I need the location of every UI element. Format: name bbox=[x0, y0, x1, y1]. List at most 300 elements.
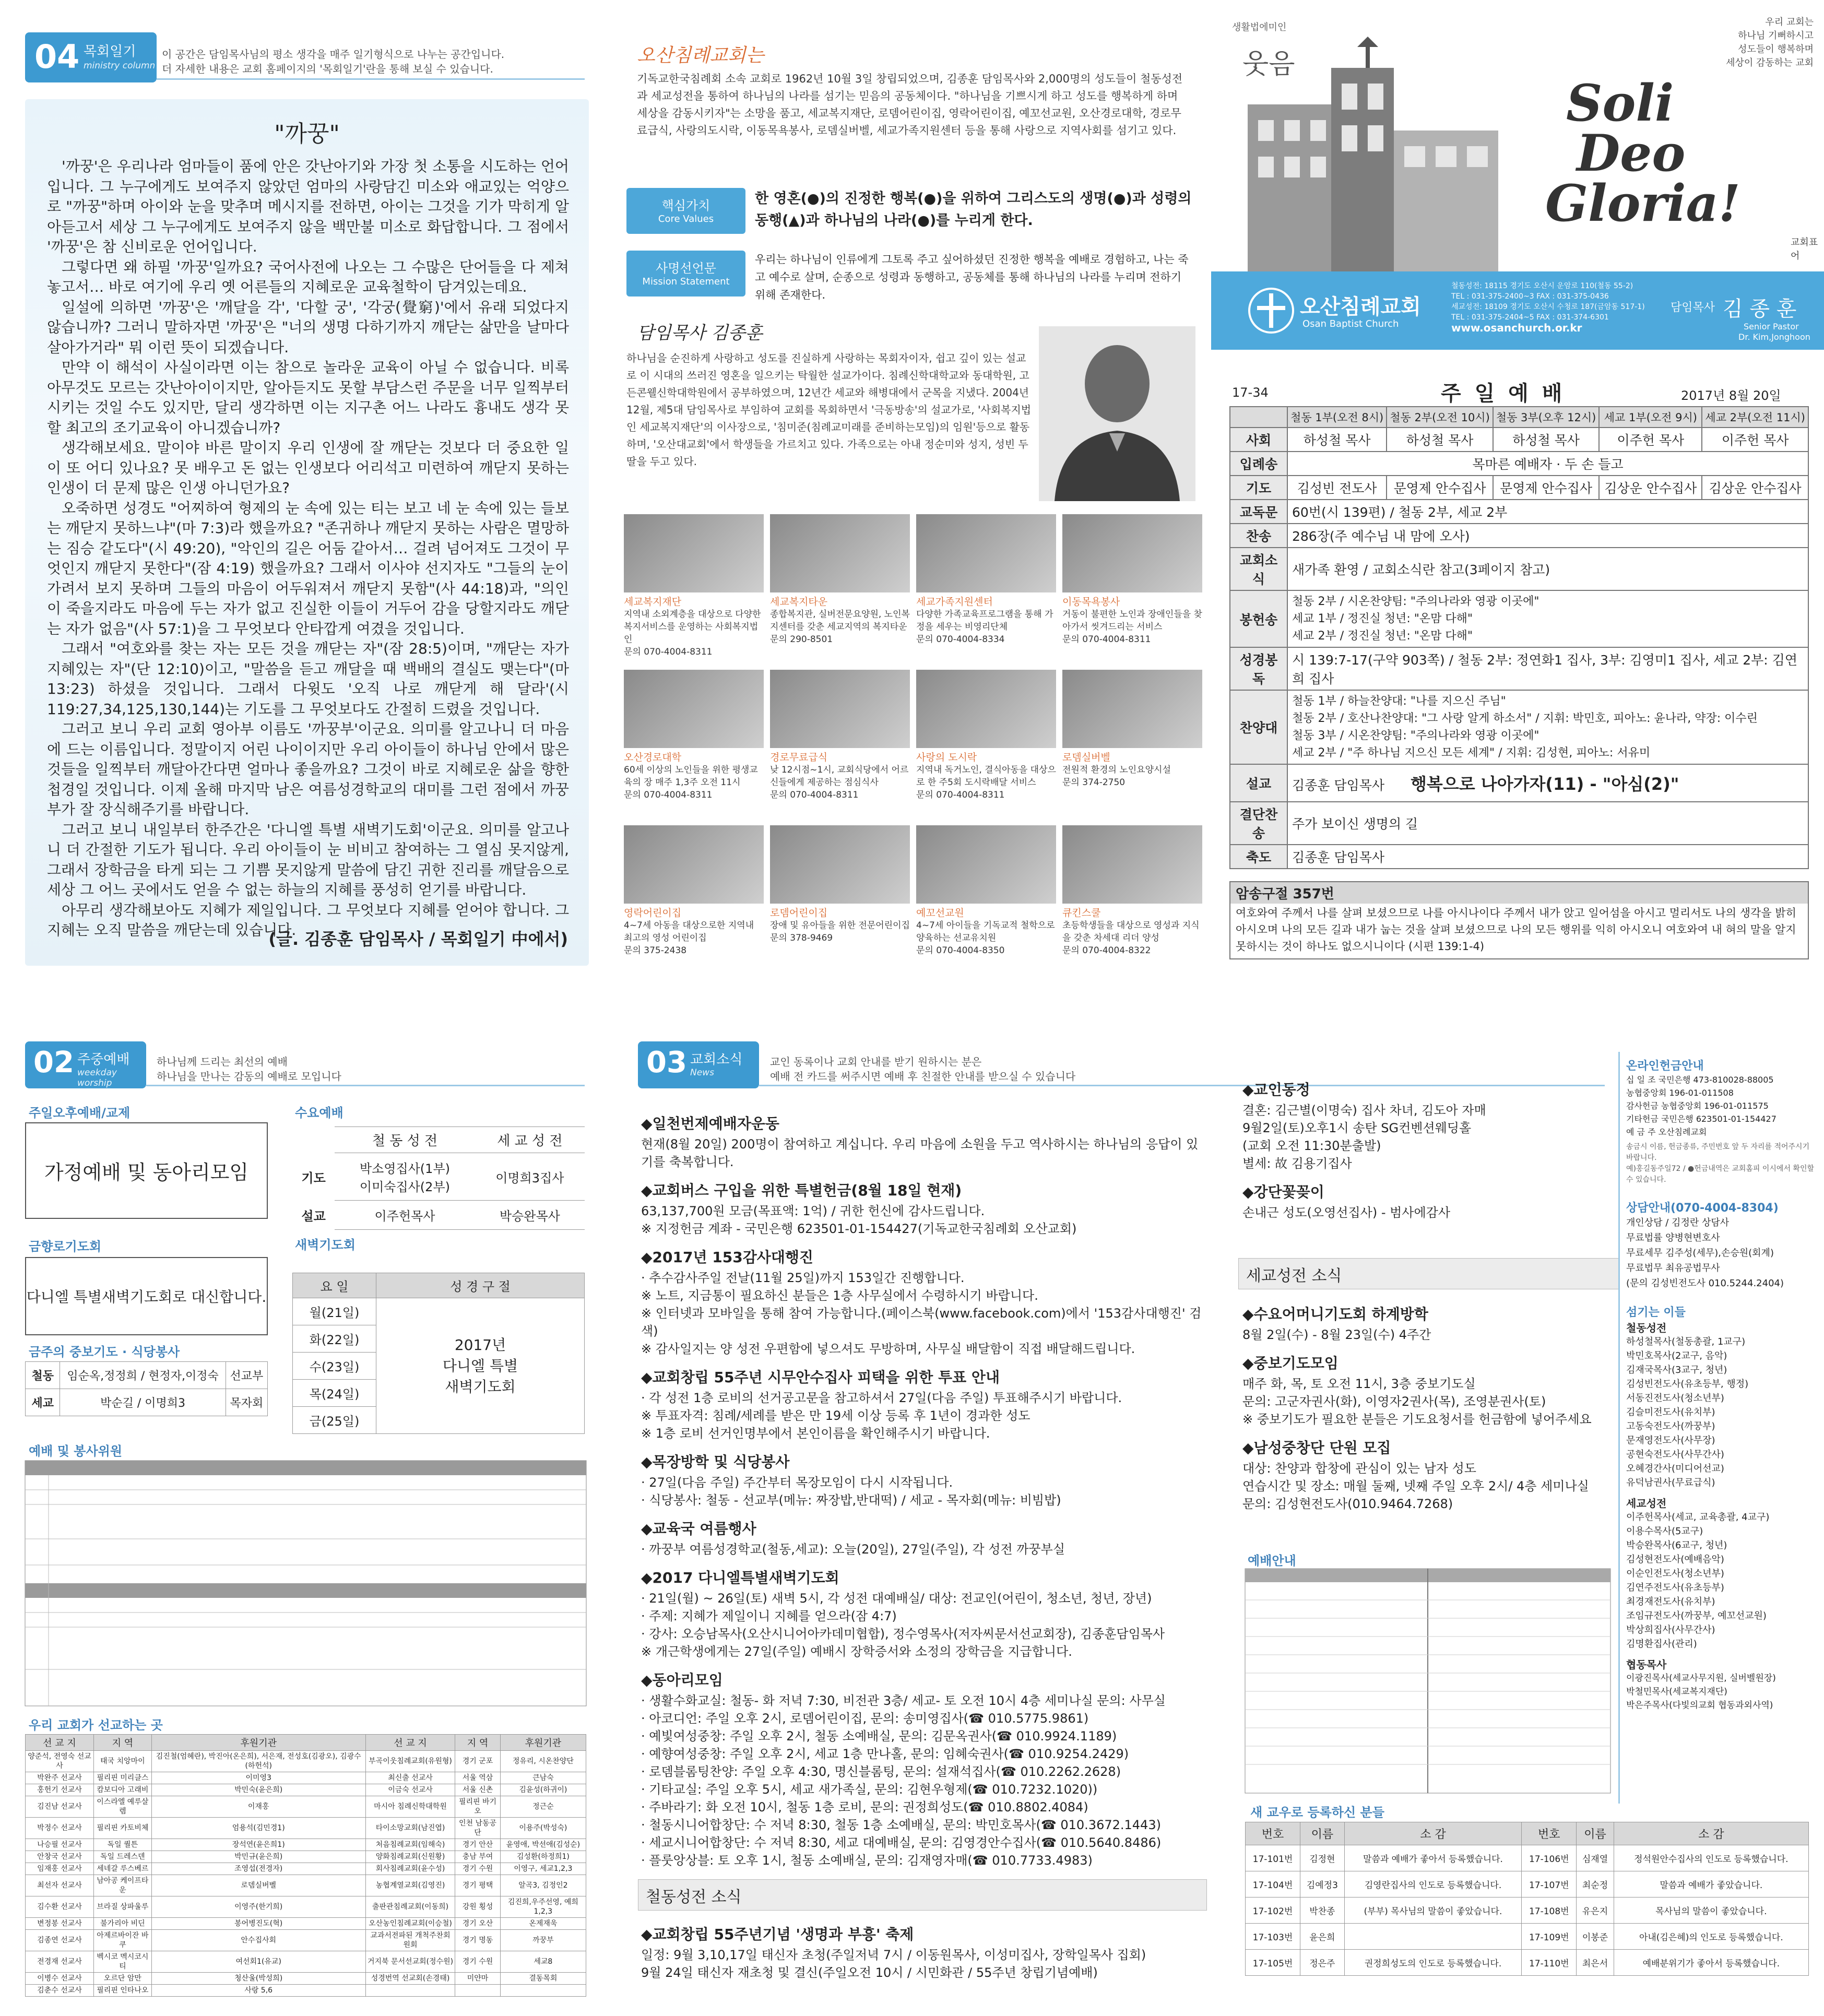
prayer-role: 선교부 bbox=[226, 1362, 267, 1389]
ministry-desc: 4~7세 아이들을 기독교적 철학으로 양육하는 선교유치원 bbox=[916, 920, 1055, 943]
ministry-card[interactable] bbox=[916, 514, 1056, 666]
p4-signature: (글. 김종훈 담임목사 / 목회일기 中에서) bbox=[268, 929, 568, 949]
worship-col-header: 철동 1부(오전 8시) bbox=[1287, 407, 1387, 428]
ministry-photo bbox=[624, 825, 764, 904]
worship-row bbox=[1230, 524, 1808, 548]
cover-motto-label: 교회표어 bbox=[1791, 237, 1818, 262]
ministry-tel: 문의 070-4004-8311 bbox=[1062, 634, 1151, 645]
mission-cell: 양화침례교회(신원황) bbox=[365, 1851, 455, 1863]
mission-cell: 경기 안산 bbox=[455, 1839, 500, 1851]
ministry-card[interactable] bbox=[1062, 825, 1202, 977]
news-text: 현재(8월 20일) 200명이 참여하고 계십니다. 우리 마음에 소원을 두고 역사하시는 하나님의 응답이 있기를 축복합니다. bbox=[641, 1137, 1199, 1169]
news-text: · 21일(월) ~ 26일(토) 새벽 5시, 각 성전 대예배실/ 대상: 전교인(어린이, 청소년, 청년, 장년) · 주제: 지혜가 제일이니 지혜를 얻으라(잠 4:7) · 강사: 오승남목사(오산시니어아카데미협합), 정수영목사(저자씨문서선교회장), 김종훈담임목사 ※ 개근학생에게는 27일(주일) 예배시 장학증서와 소정의 장학금을 지급합니다. bbox=[641, 1591, 1165, 1659]
church-address-block bbox=[1451, 281, 1645, 333]
newfam-cell: 정은주 bbox=[1300, 1950, 1345, 1976]
worship-row-label: 결단찬송 bbox=[1230, 802, 1287, 845]
worship-header-empty bbox=[1230, 407, 1287, 428]
pastor-photo bbox=[1039, 326, 1195, 501]
mission-cell: 이재홍 bbox=[151, 1796, 365, 1818]
p3-newfam-wrap bbox=[1245, 1822, 1809, 1994]
core-values-text: 한 영혼(●)의 진정한 행복(●)을 위하여 그리스도의 생명(●)과 성령의 동행(▲)과 하나님의 나라(●)를 누리게 한다. bbox=[755, 191, 1192, 229]
news-heading: ◆2017년 153감사대행진 bbox=[641, 1249, 813, 1266]
newfam-cell: 17-102번 bbox=[1246, 1898, 1300, 1924]
mission-cell: 인천 남동공단 bbox=[455, 1818, 500, 1839]
mission-cell: 나승필 선교사 bbox=[26, 1839, 94, 1851]
mission-cell: 임재홍 선교사 bbox=[26, 1863, 94, 1875]
worship-row bbox=[1230, 845, 1808, 869]
sidebar-offering-title: 온라인헌금안내 bbox=[1626, 1060, 1704, 1073]
ministry-card[interactable] bbox=[770, 514, 910, 666]
cover-logo-word: 웃음 bbox=[1242, 49, 1295, 80]
newfam-cell: 박찬종 bbox=[1300, 1898, 1345, 1924]
p3-sidebar bbox=[1618, 1052, 1814, 1804]
p3-festival-text: 일정: 9월 3,10,17일 태신자 초청(주일저녁 7시 / 이동원목사, 이성미집사, 장학일목사 집회) 9월 24일 태신자 재초청 및 결신(주일오전 10시 / 시민화관 / 55주년 창립기념예배) bbox=[641, 1948, 1146, 1980]
news-heading: ◆수요어머니기도회 하계방학 bbox=[1242, 1306, 1428, 1323]
mission-cell: 김성환(하정희1) bbox=[500, 1851, 586, 1863]
prayer-site: 철동 bbox=[26, 1362, 60, 1389]
wed-row bbox=[292, 1201, 585, 1230]
p2-dawn-table bbox=[292, 1273, 585, 1434]
ministry-caption bbox=[1062, 907, 1202, 957]
sidebar-list-item: 박상희집사(사무간사) bbox=[1626, 1624, 1715, 1635]
mission-cell: 경기 평택 bbox=[455, 1875, 500, 1896]
sidebar-list-item: 개인상담 / 김정란 상담사 bbox=[1626, 1217, 1730, 1228]
p4-paragraph: 그러고 보니 우리 교회 영아부 이름도 '까꿍부'이군요. 의미를 알고나니 더 마음에 드는 이름입니다. 정말이지 어린 나이이지만 우리 아이들이 하나님 안에서 많은 것들을 일찍부터 깨달아간다면 얼마나 좋을까요? 그것이 바로 지혜로운 삶을 향한 첩경일 것입니다. 이제 올해 마지막 남은 여름성경학교의 대미를 그런 점에서 까꿍부가 잘 장식해주기를 바랍니다. bbox=[47, 720, 569, 818]
mission-cell: 남아공 케이프타운 bbox=[93, 1875, 151, 1896]
mission-cell: 김진남 선교사 bbox=[26, 1796, 94, 1818]
newfam-row bbox=[1246, 1898, 1809, 1924]
newfam-cell: 최순정 bbox=[1577, 1871, 1614, 1898]
worship-span-cell: 286장(주 예수님 내 맘에 오사) bbox=[1287, 524, 1808, 548]
newfam-col-header: 번호 bbox=[1522, 1822, 1577, 1845]
worship-row-label: 입례송 bbox=[1230, 452, 1287, 476]
worship-cell: 문영제 안수집사 bbox=[1387, 476, 1493, 500]
ministry-card[interactable] bbox=[770, 825, 910, 977]
mission-cell: 여선회1(유교) bbox=[151, 1951, 365, 1973]
mission-cell: 양준석, 전영숙 선교사 bbox=[26, 1751, 94, 1772]
p3-chuldong-box bbox=[638, 1879, 1207, 1911]
ministry-name: 경로무료급식 bbox=[770, 752, 828, 763]
sidebar-staff-segyo-title: 세교성전 bbox=[1626, 1497, 1667, 1510]
mission-col-header: 선 교 지 bbox=[365, 1735, 455, 1751]
wed-cell-chuldong: 이주헌목사 bbox=[335, 1201, 475, 1230]
mission-cell: 서울 신촌 bbox=[455, 1784, 500, 1796]
worship-cell: 김성빈 전도사 bbox=[1287, 476, 1387, 500]
sidebar-list-item: 서동진전도사(청소년부) bbox=[1626, 1393, 1724, 1404]
cover-panel bbox=[1211, 0, 1824, 350]
ministry-tel: 문의 374-2750 bbox=[1062, 777, 1126, 788]
news-heading: ◆남성중창단 단원 모집 bbox=[1242, 1439, 1391, 1456]
news-heading: ◆동아리모임 bbox=[641, 1671, 723, 1689]
ministry-name: 영락어린이집 bbox=[624, 907, 682, 919]
pastor-bio: 하나님을 순진하게 사랑하고 성도를 진실하게 사랑하는 목회자이자, 쉽고 깊이 있는 설교로 이 시대의 쓰러진 영혼을 일으키는 탁월한 설교가이다. 침례신학대학교와 동대학원, 고든콘웰신학대학원에서 공부하였으며, 12년간 세교와 해병대에서 군목을 지냈다. 2004년 12월, 제5대 담임목사로 부임하여 교회를 목회하면서 '극동방송'의 설교가로, '사회복지법인 세교복지재단'의 이사장으로, '침미준(침례교미래를 준비하는모임)의 임원'등으로 활동하며, '오산대교회'에서 학생들을 가르치고 있다. 가족으로는 아내 정순미와 성지, 성빈 두 딸을 두고 있다. bbox=[626, 352, 1032, 468]
worship-line: 철동 1부 / 하늘찬양대: "나를 지으신 주님" bbox=[1292, 695, 1506, 708]
ministry-photo bbox=[770, 825, 910, 904]
wed-cell-chuldong: 박소영집사(1부) 이미숙집사(2부) bbox=[335, 1153, 475, 1201]
p3-chuldong-news bbox=[641, 1915, 1205, 2009]
worship-span-cell: 새가족 환영 / 교회소식란 참고(3페이지 참고) bbox=[1287, 548, 1808, 590]
mission-cell: 필리핀 미리클스 bbox=[93, 1772, 151, 1784]
newfam-row bbox=[1246, 1871, 1809, 1898]
mission-cell: 부곡이웃침례교회(유원형) bbox=[365, 1751, 455, 1772]
mission-cell: 강원 횡성 bbox=[455, 1896, 500, 1918]
mission-col-header: 선 교 지 bbox=[26, 1735, 94, 1751]
mission-cell: 박정수 선교사 bbox=[26, 1818, 94, 1839]
worship-row-label: 설교 bbox=[1230, 764, 1287, 802]
p4-paragraph: 만약 이 해석이 사실이라면 이는 참으로 놀라운 교육이 아닐 수 없습니다. 비록 아무것도 모르는 갓난아이이지만, 알아듣지도 못할 부담스런 주문을 너무 일찍부터 시키는 것일 수도 있지만, 달리 생각하면 이는 지구촌 어느 나라도 흉내도 생각 못할 최고의 조기교육이 아니겠습니까? bbox=[47, 359, 569, 436]
worship-row bbox=[1230, 476, 1808, 500]
worship-span-cell: 60번(시 139편) / 철동 2부, 세교 2부 bbox=[1287, 500, 1808, 524]
newfam-row bbox=[1246, 1924, 1809, 1950]
p2-sunday-afternoon-text: 가정예배 및 동아리모임 bbox=[44, 1161, 249, 1184]
mission-cell: 출판관침례교회(이동희) bbox=[365, 1896, 455, 1918]
sermon-title: 행복으로 나아가자(11) - "아심(2)" bbox=[1411, 774, 1679, 794]
prayer-row bbox=[26, 1389, 268, 1416]
mission-col-header: 후원기관 bbox=[151, 1735, 365, 1751]
mission-row bbox=[26, 1784, 586, 1796]
worship-table-wrap bbox=[1229, 406, 1809, 876]
sidebar-list-item: 김명환집사(관리) bbox=[1626, 1639, 1697, 1650]
worship-span-cell: 김종훈 담임목사 bbox=[1287, 845, 1808, 869]
worship-row-label: 축도 bbox=[1230, 845, 1287, 869]
ministry-photo bbox=[770, 670, 910, 748]
worship-row-label: 기도 bbox=[1230, 476, 1287, 500]
cover-pastor-label: 담임목사 bbox=[1671, 301, 1715, 314]
p2-mission-wrap bbox=[25, 1734, 586, 2006]
newfam-cell: 김예정3 bbox=[1300, 1871, 1345, 1898]
mission-cell: 경기 수원 bbox=[455, 1863, 500, 1875]
p3-festival-heading: ◆교회창립 55주년기념 '생명과 부흥' 축제 bbox=[641, 1926, 914, 1943]
memory-verse-text: 여호와여 주께서 나를 살펴 보셨으므로 나를 아시나이다 주께서 내가 앉고 일어섬을 아시고 멀리서도 나의 생각을 밝히 아시오며 나의 모든 길과 내가 눕는 것을 살펴 보셨으므로 나의 모든 행위를 익히 아시오니 여호와여 내 혀의 말을 알지 못하시는 것이 하나도 없으시니이다 (시편 139:1-4) bbox=[1236, 907, 1796, 953]
p2-prayer-title: 금주의 중보기도 · 식당봉사 bbox=[29, 1345, 180, 1359]
ministry-card[interactable] bbox=[1062, 670, 1202, 821]
mission-cell: 아제르바이잔 바쿠 bbox=[93, 1930, 151, 1951]
newfam-cell: 김영란집사의 인도로 등록했습니다. bbox=[1344, 1871, 1522, 1898]
p2-mission-table bbox=[25, 1734, 586, 1997]
dawn-header-row bbox=[293, 1273, 585, 1298]
news-text: 대상: 찬양과 합창에 관심이 있는 남자 성도 연습시간 및 장소: 매월 둘째, 넷째 주일 오후 2시/ 4층 세미나실 문의: 김성현전도사(010.9464.7268) bbox=[1242, 1461, 1589, 1511]
p4-paragraph: 그래서 "여호와를 찾는 자는 모든 것을 깨닫는 자"(잠 28:5)이며, "깨닫는 자가 지혜있는 자"(단 12:10)이고, "말씀을 듣고 깨달을 때 백배의 결실도 맺는다"(마 13:23) 하셨을 것입니다. 그래서 다윗도 '오직 나로 깨닫게 해 달라'(시 119:27,34,125,130,144)는 기도를 그 무엇보다도 간절히 드렸을 것입니다. bbox=[47, 640, 569, 718]
p4-article-title: "까꿍" bbox=[274, 121, 340, 147]
p2-wednesday-table bbox=[292, 1126, 585, 1230]
ministry-caption bbox=[770, 907, 910, 944]
mission-cell bbox=[455, 1985, 500, 1997]
newfam-col-header: 소 감 bbox=[1344, 1822, 1522, 1845]
p4-paragraph: '까꿍'은 우리나라 엄마들이 품에 안은 갓난아기와 가장 첫 소통을 시도하는 언어입니다. 그 누구에게도 보여주지 않았던 엄마의 사랑담긴 미소와 애교있는 억양으로 "까꿍"하며 아이와 눈을 맞추며 메시지를 전하면, 아이는 그것을 기가 막히게 알아듣고서 세상 그 누구에게도 보여주지 않을 백만불 미소로 화답합니다. 그 점에서 '까꿍'은 참 신비로운 언어입니다. bbox=[47, 158, 569, 255]
dawn-day: 금(25일) bbox=[293, 1407, 376, 1434]
ministry-name: 로뎀실버벨 bbox=[1062, 752, 1110, 763]
church-name-en: Osan Baptist Church bbox=[1302, 318, 1399, 329]
p4-header-badge bbox=[25, 32, 157, 82]
mission-cell: 필리핀 카토비체 bbox=[93, 1818, 151, 1839]
p4-paragraph: 그렇다면 왜 하필 '까꿍'일까요? 국어사전에 나오는 그 수많은 단어들을 다 제쳐놓고서… 바로 여기에 우리 옛 어른들의 지혜로운 교육철학이 담겨있는데요. bbox=[47, 258, 569, 295]
ministry-card[interactable] bbox=[1062, 514, 1202, 666]
wed-col-header: 철 동 성 전 bbox=[335, 1127, 475, 1153]
p2-incense-title: 금향로기도회 bbox=[29, 1239, 102, 1254]
p4-paragraph: 일설에 의하면 '까꿍'은 '깨달을 각', '다할 궁', '각궁(覺窮)'에서 유래 되었다지 않습니까? 그러니 말하자면 '까꿍'은 "너의 생명 다하기까지 깨닫는 삶만을 날마다 살아가거라" 뭐 이런 뜻이 되겠습니다. bbox=[47, 298, 569, 356]
worship-row bbox=[1230, 548, 1808, 590]
cover-tagline-2: 하나님 기뻐하시고 bbox=[1738, 30, 1814, 41]
mission-cell: 필리핀 바기오 bbox=[455, 1796, 500, 1818]
worship-row-label: 봉헌송 bbox=[1230, 590, 1287, 647]
newfam-col-header: 이름 bbox=[1577, 1822, 1614, 1845]
ministry-tel: 문의 375-2438 bbox=[624, 945, 687, 956]
newfam-cell: 권정희성도의 인도로 등록했습니다. bbox=[1344, 1950, 1522, 1976]
mission-row bbox=[26, 1818, 586, 1839]
p2-section-subtitle: weekday worship bbox=[77, 1068, 117, 1088]
ministry-desc: 다양한 가족교육프로그램을 통해 가정을 세우는 비영리단체 bbox=[916, 609, 1053, 632]
mission-cell: 온제재욱 bbox=[500, 1918, 586, 1930]
ministry-card[interactable] bbox=[916, 670, 1056, 821]
ministry-photo bbox=[916, 825, 1056, 904]
p2-header-rule bbox=[146, 1085, 585, 1086]
mission-cell: 타이소망교회(남진엽) bbox=[365, 1818, 455, 1839]
mission-row bbox=[26, 1772, 586, 1784]
sidebar-offering-list bbox=[1626, 1073, 1814, 1139]
p2-section-title: 주중예배 bbox=[77, 1052, 130, 1068]
worship-header-row bbox=[1230, 407, 1808, 428]
mission-cell: 이스라엘 예루살렘 bbox=[93, 1796, 151, 1818]
p4-article-body bbox=[47, 157, 569, 941]
cover-building-illustration bbox=[1227, 37, 1519, 282]
sidebar-list-item: 이주헌목사(세교, 교육총괄, 4교구) bbox=[1626, 1512, 1770, 1523]
mission-cell: 이미영3 bbox=[151, 1772, 365, 1784]
p2-wednesday-wrap bbox=[292, 1126, 585, 1226]
sidebar-list-item: 박철민목사(세교복지재단) bbox=[1626, 1687, 1727, 1697]
pastor-portrait-icon bbox=[1039, 326, 1195, 501]
mission-cell: 교과서전파된 개척주찬회원회 bbox=[365, 1930, 455, 1951]
church-website-link[interactable]: www.osanchurch.or.kr bbox=[1451, 322, 1582, 334]
mission-label bbox=[626, 251, 745, 297]
sidebar-staff-title: 섬기는 이들 bbox=[1626, 1306, 1686, 1319]
worship-line: 세교 2부 / "주 하나님 지으신 모든 세계" / 지휘: 김성현, 피아노: 서유미 bbox=[1292, 746, 1651, 760]
ministry-tel: 문의 070-4004-8334 bbox=[916, 634, 1005, 645]
newfam-header-row bbox=[1246, 1822, 1809, 1845]
sidebar-staff-chuldong-title: 철동성전 bbox=[1626, 1322, 1667, 1334]
sidebar-list-item: 공현숙전도사(사무간사) bbox=[1626, 1449, 1724, 1460]
news-text: · 27일(다음 주일) 주간부터 목장모임이 다시 시작됩니다. · 식당봉사: 철동 - 선교부(메뉴: 짜장밥,반대떡) / 세교 - 목자회(메뉴: 비빔밥) bbox=[641, 1475, 1061, 1508]
mission-cell: 경기 군포 bbox=[455, 1751, 500, 1772]
newfam-row bbox=[1246, 1950, 1809, 1976]
sidebar-list-item: 유덕남권사(무료급식) bbox=[1626, 1477, 1715, 1488]
p2-volunteers-table-illustration bbox=[25, 1461, 586, 1706]
ministry-tel: 문의 070-4004-8350 bbox=[916, 945, 1005, 956]
ministry-photo bbox=[624, 670, 764, 748]
sidebar-coop-list bbox=[1626, 1671, 1814, 1712]
wed-header-empty bbox=[292, 1127, 335, 1153]
prayer-names: 박순길 / 이명희3 bbox=[60, 1389, 226, 1416]
intro-text: 기독교한국침례회 소속 교회로 1962년 10월 3일 창립되었으며, 김종훈 담임목사와 2,000명의 성도들이 철동성전과 세교성전을 통하여 하나님의 나라를 섬기는 믿음의 공동체이다. "하나님을 기쁘시게 하고 성도를 행복하게 하며 세상을 감동시키자"는 소망을 품고, 세교복지재단, 로뎀어린이집, 영락어린이집, 예꼬선교원, 오산경로대학, 경로무료급식, 사랑의도시락, 이동목욕봉사, 로뎀실버벨, 세교가족지원센터 등을 통해 사랑으로 지역사회를 섬기고 있다. bbox=[637, 73, 1183, 137]
ministry-card[interactable] bbox=[624, 825, 764, 977]
church-addr-2: 세교성전: 18109 경기도 오산시 수청로 187(금암동 517-1) bbox=[1451, 303, 1645, 311]
news-text: · 까꿍부 여름성경학교(철동,세교): 오늘(20일), 27일(주일), 각 성전 까꿍부실 bbox=[641, 1542, 1065, 1557]
ministry-tel: 문의 070-4004-8311 bbox=[624, 790, 713, 800]
newfam-col-header: 이름 bbox=[1300, 1822, 1345, 1845]
p2-mission-title: 우리 교회가 선교하는 곳 bbox=[29, 1718, 163, 1733]
mission-cell: 독일 드레스덴 bbox=[93, 1851, 151, 1863]
mission-cell: 경기 명동 bbox=[455, 1930, 500, 1951]
dawn-text: 2017년 다니엘 특별 새벽기도회 bbox=[376, 1298, 585, 1434]
mission-cell: 세네갈 루스베르 bbox=[93, 1863, 151, 1875]
dawn-col-header: 성 경 구 절 bbox=[376, 1273, 585, 1298]
ministry-caption bbox=[916, 751, 1056, 801]
wed-row-label: 설교 bbox=[301, 1209, 326, 1224]
newfam-cell: 유은지 bbox=[1577, 1898, 1614, 1924]
mission-cell: 최선자 선교사 bbox=[26, 1875, 94, 1896]
memory-verse-title: 암송구절 357번 bbox=[1230, 882, 1808, 904]
ministry-desc: 지역내 독거노인, 결식아동을 대상으로 한 주5회 도시락배달 서비스 bbox=[916, 765, 1056, 788]
mission-cell: 결동목회 bbox=[500, 1973, 586, 1985]
newfam-cell: 17-105번 bbox=[1246, 1950, 1300, 1976]
mission-cell: 오르단 암만 bbox=[93, 1973, 151, 1985]
sidebar-list-item: 박민호목사(2교구, 음악) bbox=[1626, 1350, 1727, 1361]
memory-verse-box bbox=[1229, 881, 1809, 959]
worship-row bbox=[1230, 764, 1808, 802]
cover-small-top: 생활법에미인 bbox=[1232, 22, 1287, 33]
sidebar-list-item: 고동숙전도사(까꿍부) bbox=[1626, 1421, 1715, 1432]
cover-church-bar bbox=[1211, 271, 1824, 350]
ministry-card[interactable] bbox=[624, 670, 764, 821]
p3-newfam-table bbox=[1245, 1822, 1809, 1976]
mission-cell: 거지북 문서선교회(정수원) bbox=[365, 1951, 455, 1973]
newfam-cell: 김정현 bbox=[1300, 1845, 1345, 1871]
church-logo-icon bbox=[1248, 287, 1295, 334]
p2-desc-line1: 하나님께 드리는 최선의 예배 bbox=[157, 1056, 288, 1068]
mission-cell: 오산농인침례교회(이승철) bbox=[365, 1918, 455, 1930]
newfam-cell: 목사님의 말씀이 좋았습니다. bbox=[1614, 1898, 1808, 1924]
mission-cell: 로뎀실버벨 bbox=[151, 1875, 365, 1896]
newfam-cell: 17-103번 bbox=[1246, 1924, 1300, 1950]
mission-col-header: 지 역 bbox=[455, 1735, 500, 1751]
worship-cell: 하성철 목사 bbox=[1493, 428, 1600, 452]
newfam-row bbox=[1246, 1845, 1809, 1871]
mission-cell: 독일 퀄튼 bbox=[93, 1839, 151, 1851]
mission-cell: 불가리아 비딘 bbox=[93, 1918, 151, 1930]
p3-segyo-box bbox=[1238, 1258, 1619, 1289]
ministry-card[interactable] bbox=[624, 514, 764, 666]
mission-row bbox=[26, 1896, 586, 1918]
ministry-desc: 초등학생들을 대상으로 영성과 지식을 갖춘 차세대 리더 양성 bbox=[1062, 920, 1200, 943]
p2-dawn-title: 새벽기도회 bbox=[295, 1238, 356, 1252]
p3-header-badge bbox=[638, 1041, 759, 1088]
ministry-caption bbox=[624, 907, 764, 957]
sidebar-list-item: 무료법무 최유공법무사 bbox=[1626, 1263, 1720, 1274]
wed-cell-segyo: 박승완목사 bbox=[475, 1201, 585, 1230]
mission-cell: 장석연(윤은희1) bbox=[151, 1839, 365, 1851]
p4-paragraph: 오죽하면 성경도 "어찌하여 형제의 눈 속에 있는 티는 보고 네 눈 속에 있는 들보는 깨닫지 못하느냐"(마 7:3)라 했을까요? "존귀하나 깨닫지 못하는 사람은 멸망하는 짐승 같도다"(시 49:20), "악인의 길은 어둠 같아서… 걸려 넘어져도 그것이 무엇인지 깨닫지 못한다"(잠 4:19) 했을까요? 그래서 이사야 선지자도 "그들의 눈이 가려서 보지 못하며 그들의 마음이 어두워져서 깨닫지 못함"(사 44:18)과, "의인이 죽을지라도 마음에 두는 자가 없고 진실한 이들이 거두어 감을 당할지라도 깨닫는 자가 없음"(사 57:1)을 그 무엇보다 안타깝게 여겼을 것입니다. bbox=[47, 499, 569, 637]
cover-tagline-4: 세상이 감동하는 교회 bbox=[1726, 57, 1814, 68]
mission-cell: 박민규(윤은희) bbox=[151, 1851, 365, 1863]
dawn-day: 목(24일) bbox=[293, 1380, 376, 1407]
mission-cell: 이금숙 선교사 bbox=[365, 1784, 455, 1796]
newfam-cell: 윤은희 bbox=[1300, 1924, 1345, 1950]
ministry-photo bbox=[770, 514, 910, 592]
ministry-caption bbox=[624, 596, 764, 658]
ministry-card[interactable] bbox=[770, 670, 910, 821]
ministry-tel: 문의 290-8501 bbox=[770, 634, 833, 645]
p2-wednesday-title: 수요예배 bbox=[295, 1106, 344, 1120]
mission-label-ko: 사명선언문 bbox=[656, 261, 716, 276]
wed-row-label: 기도 bbox=[301, 1170, 326, 1185]
ministry-card[interactable] bbox=[916, 825, 1056, 977]
mission-col-header: 지 역 bbox=[93, 1735, 151, 1751]
news-heading: ◆교회창립 55주년 시무안수집사 피택을 위한 투표 안내 bbox=[641, 1369, 1000, 1386]
ministry-photo bbox=[624, 514, 764, 592]
mission-row bbox=[26, 1951, 586, 1973]
core-values-label-ko: 핵심가치 bbox=[661, 198, 710, 213]
sidebar-list-item: 하성철목사(철동총괄, 1교구) bbox=[1626, 1336, 1746, 1347]
worship-row-label: 성경봉독 bbox=[1230, 647, 1287, 690]
ministry-photo bbox=[1062, 825, 1202, 904]
ministry-caption bbox=[916, 596, 1056, 646]
sidebar-list-item: 김성현전도사(예배음악) bbox=[1626, 1554, 1724, 1565]
mission-cell: 엄용석(김민경1) bbox=[151, 1818, 365, 1839]
sidebar-list-item: 무료세무 김주성(세무),손승원(회계) bbox=[1626, 1248, 1774, 1259]
mission-cell: 윤영애, 박선애(김성순) bbox=[500, 1839, 586, 1851]
mission-cell: 조영섭(전경자) bbox=[151, 1863, 365, 1875]
worship-cell: 하성철 목사 bbox=[1287, 428, 1387, 452]
newfam-cell: (부부) 목사님의 말씀이 좋았습니다. bbox=[1344, 1898, 1522, 1924]
ministry-caption bbox=[770, 596, 910, 646]
mission-cell: 이용주(박성숙) bbox=[500, 1818, 586, 1839]
ministry-name: 세교복지타운 bbox=[770, 596, 828, 608]
sidebar-list-item: 문재영전도사(사무장) bbox=[1626, 1435, 1715, 1446]
mission-cell: 미얀마 bbox=[455, 1973, 500, 1985]
newfam-cell: 정석원안수집사의 인도로 등록했습니다. bbox=[1614, 1845, 1808, 1871]
sidebar-list-item: 감사헌금 농협중앙회 196-01-011575 bbox=[1626, 1101, 1769, 1111]
p4-section-number: 04 bbox=[34, 38, 80, 76]
newfam-cell: 이봉준 bbox=[1577, 1924, 1614, 1950]
mission-row bbox=[26, 1863, 586, 1875]
mission-cell: 브라질 상파울루 bbox=[93, 1896, 151, 1918]
ministry-name: 세교가족지원센터 bbox=[916, 596, 993, 608]
p2-volunteers-grid bbox=[25, 1461, 586, 1706]
p2-dawn-wrap bbox=[292, 1273, 585, 1429]
worship-row bbox=[1230, 428, 1808, 452]
mission-label-en: Mission Statement bbox=[642, 276, 730, 287]
sidebar-list-item: 이순인전도사(청소년부) bbox=[1626, 1568, 1724, 1579]
worship-date: 2017년 8월 20일 bbox=[1681, 388, 1781, 403]
mission-cell: 홍헌기 선교사 bbox=[26, 1784, 94, 1796]
news-heading: ◆교회버스 구입을 위한 특별헌금(8월 18일 현재) bbox=[641, 1182, 962, 1199]
mission-cell: 정근순 bbox=[500, 1796, 586, 1818]
sidebar-consult-list bbox=[1626, 1215, 1814, 1291]
mission-row bbox=[26, 1796, 586, 1818]
worship-row bbox=[1230, 590, 1808, 647]
mission-cell: 안수집사회 bbox=[151, 1930, 365, 1951]
newfam-cell: 17-110번 bbox=[1522, 1950, 1577, 1976]
mission-row bbox=[26, 1973, 586, 1985]
sidebar-list-item: 농협중앙회 196-01-011508 bbox=[1626, 1088, 1734, 1098]
worship-lines-cell bbox=[1287, 590, 1808, 647]
sidebar-list-item: 김슬미전도사(유치부) bbox=[1626, 1407, 1715, 1418]
dawn-col-header: 요 일 bbox=[293, 1273, 376, 1298]
cover-motto-deo: Deo bbox=[1577, 124, 1686, 183]
p3-schedule-grid bbox=[1245, 1569, 1610, 1793]
mission-cell: 김진철(엄혜란), 박진아(온은희), 서은재, 전성호(김광오), 김광수(하헌석) bbox=[151, 1751, 365, 1772]
news-heading: ◆교육국 여름행사 bbox=[641, 1520, 756, 1537]
cover-tagline-3: 성도들이 행복하며 bbox=[1738, 44, 1814, 55]
ministry-caption bbox=[916, 907, 1056, 957]
p2-prayer-table-wrap bbox=[25, 1361, 268, 1419]
news-text: 손내근 성도(오영선집사) - 범사에감사 bbox=[1242, 1205, 1451, 1220]
sermon-preacher: 김종훈 담임목사 bbox=[1292, 778, 1384, 793]
newfam-cell: 17-104번 bbox=[1246, 1871, 1300, 1898]
newfam-cell: 17-107번 bbox=[1522, 1871, 1577, 1898]
p4-column-panel bbox=[25, 99, 589, 966]
ministry-caption bbox=[1062, 751, 1202, 789]
worship-row-label: 찬송 bbox=[1230, 524, 1287, 548]
